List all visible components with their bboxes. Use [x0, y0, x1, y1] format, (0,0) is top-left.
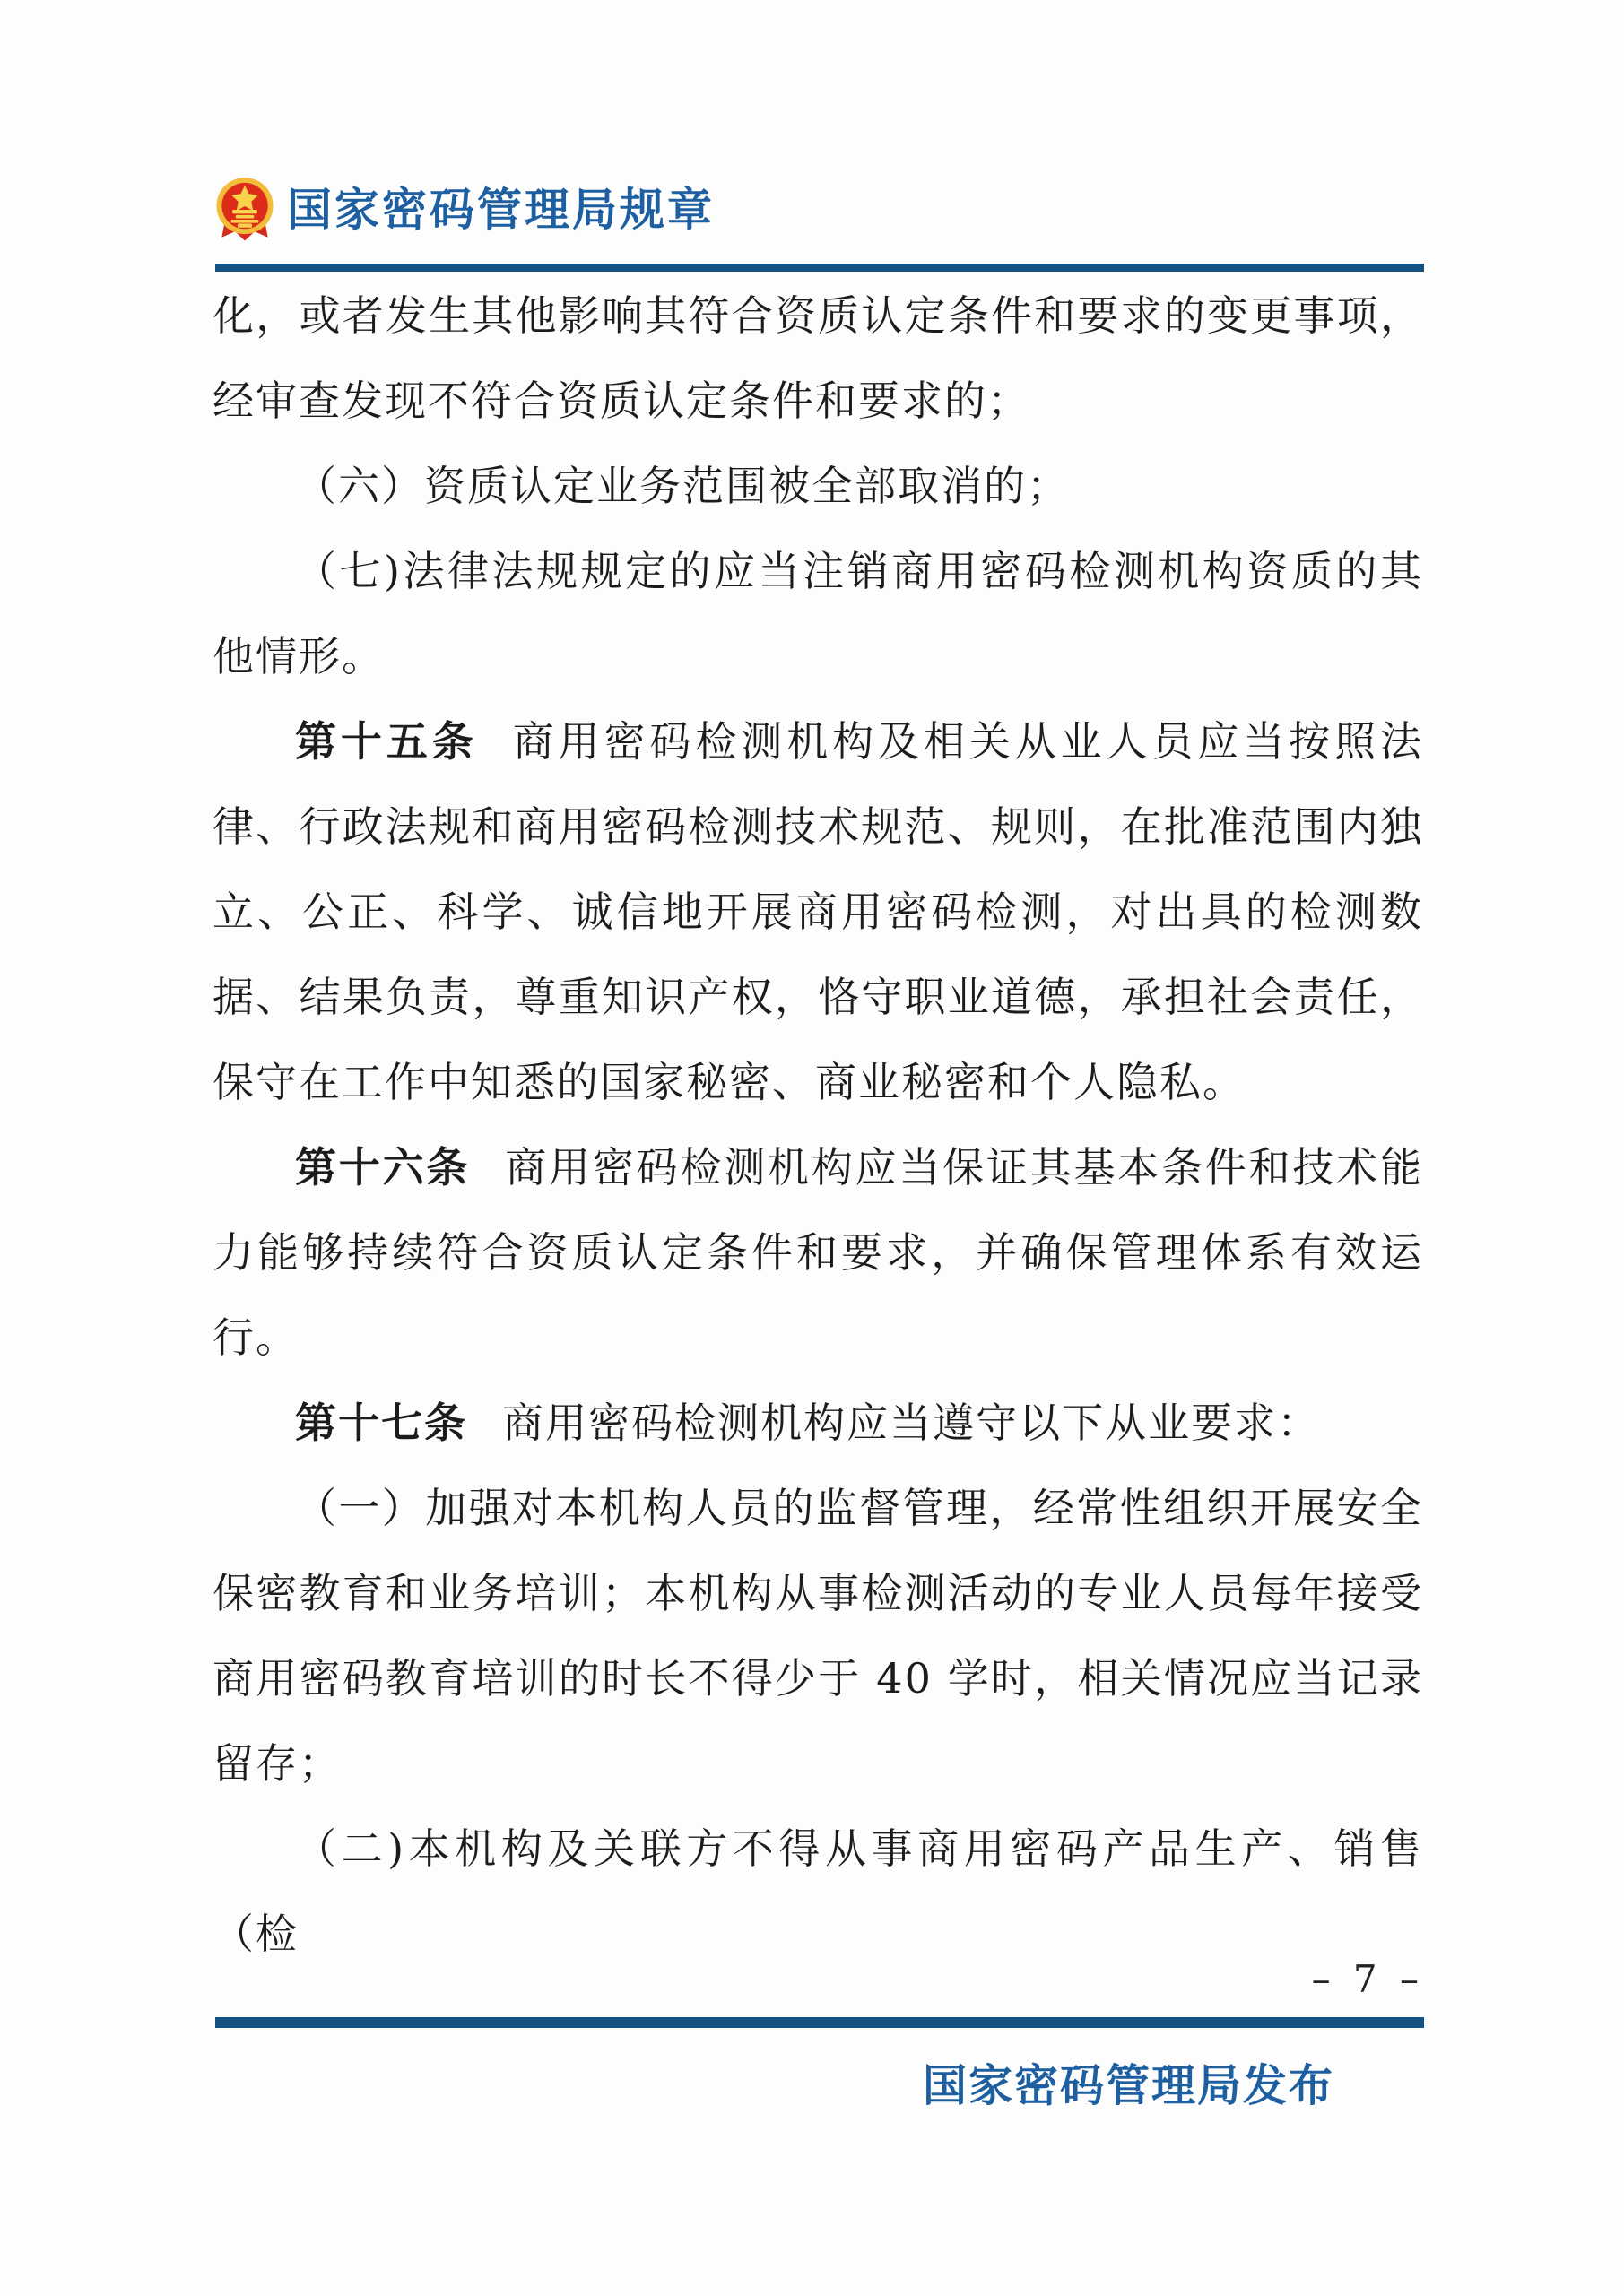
paragraph: [213, 1466, 1423, 1806]
paragraph: [213, 1381, 1423, 1466]
paragraph: [213, 699, 1423, 1125]
article-number: 第十五条: [295, 717, 478, 766]
paragraph-text: 商用密码检测机构应当保证其基本条件和技术能力能够持续符合资质认定条件和要求，并确保管理体系有效运行。: [213, 1143, 1424, 1362]
paragraph: [213, 1806, 1423, 1977]
paragraph-text: （一）加强对本机构人员的监督管理，经常性组织开展安全保密教育和业务培训；本机构从事检测活动的专业人员每年接受商用密码教育培训的时长不得少于 40 学时，相关情况应当记录留存；: [213, 1484, 1423, 1788]
paragraph: [213, 529, 1423, 699]
paragraph: [213, 1125, 1423, 1381]
paragraph: [213, 444, 1423, 529]
publisher-label: 国家密码管理局发布: [922, 2059, 1334, 2111]
document-header: [215, 176, 1424, 244]
paragraph: [213, 273, 1423, 444]
paragraph-text: 化，或者发生其他影响其符合资质认定条件和要求的变更事项，经审查发现不符合资质认定条件和要求的；: [213, 291, 1423, 425]
article-number: 第十六条: [295, 1143, 471, 1191]
page-title: 国家密码管理局规章: [287, 183, 715, 236]
paragraph-text: （二)本机构及关联方不得从事商用密码产品生产、销售（检: [213, 1824, 1423, 1958]
header-divider-rule: [215, 264, 1424, 272]
paragraph-text: （七)法律法规规定的应当注销商用密码检测机构资质的其他情形。: [213, 547, 1423, 680]
paragraph-text: 商用密码检测机构及相关从业人员应当按照法律、行政法规和商用密码检测技术规范、规则，在批准范围内独立、公正、科学、诚信地开展商用密码检测，对出具的检测数据、结果负责，尊重知识产权，恪守职业道德，承担社会责任，保守在工作中知悉的国家秘密、商业秘密和个人隐私。: [213, 717, 1424, 1106]
china-national-emblem-icon: [215, 177, 274, 243]
page-number: – 7 –: [1311, 1957, 1424, 2001]
paragraph-text: （六）资质认定业务范围被全部取消的；: [295, 462, 1070, 510]
footer-divider-rule: [215, 2017, 1424, 2028]
paragraph-text: 商用密码检测机构应当遵守以下从业要求：: [502, 1399, 1321, 1447]
article-number: 第十七条: [295, 1399, 467, 1447]
document-body: [213, 273, 1423, 1977]
